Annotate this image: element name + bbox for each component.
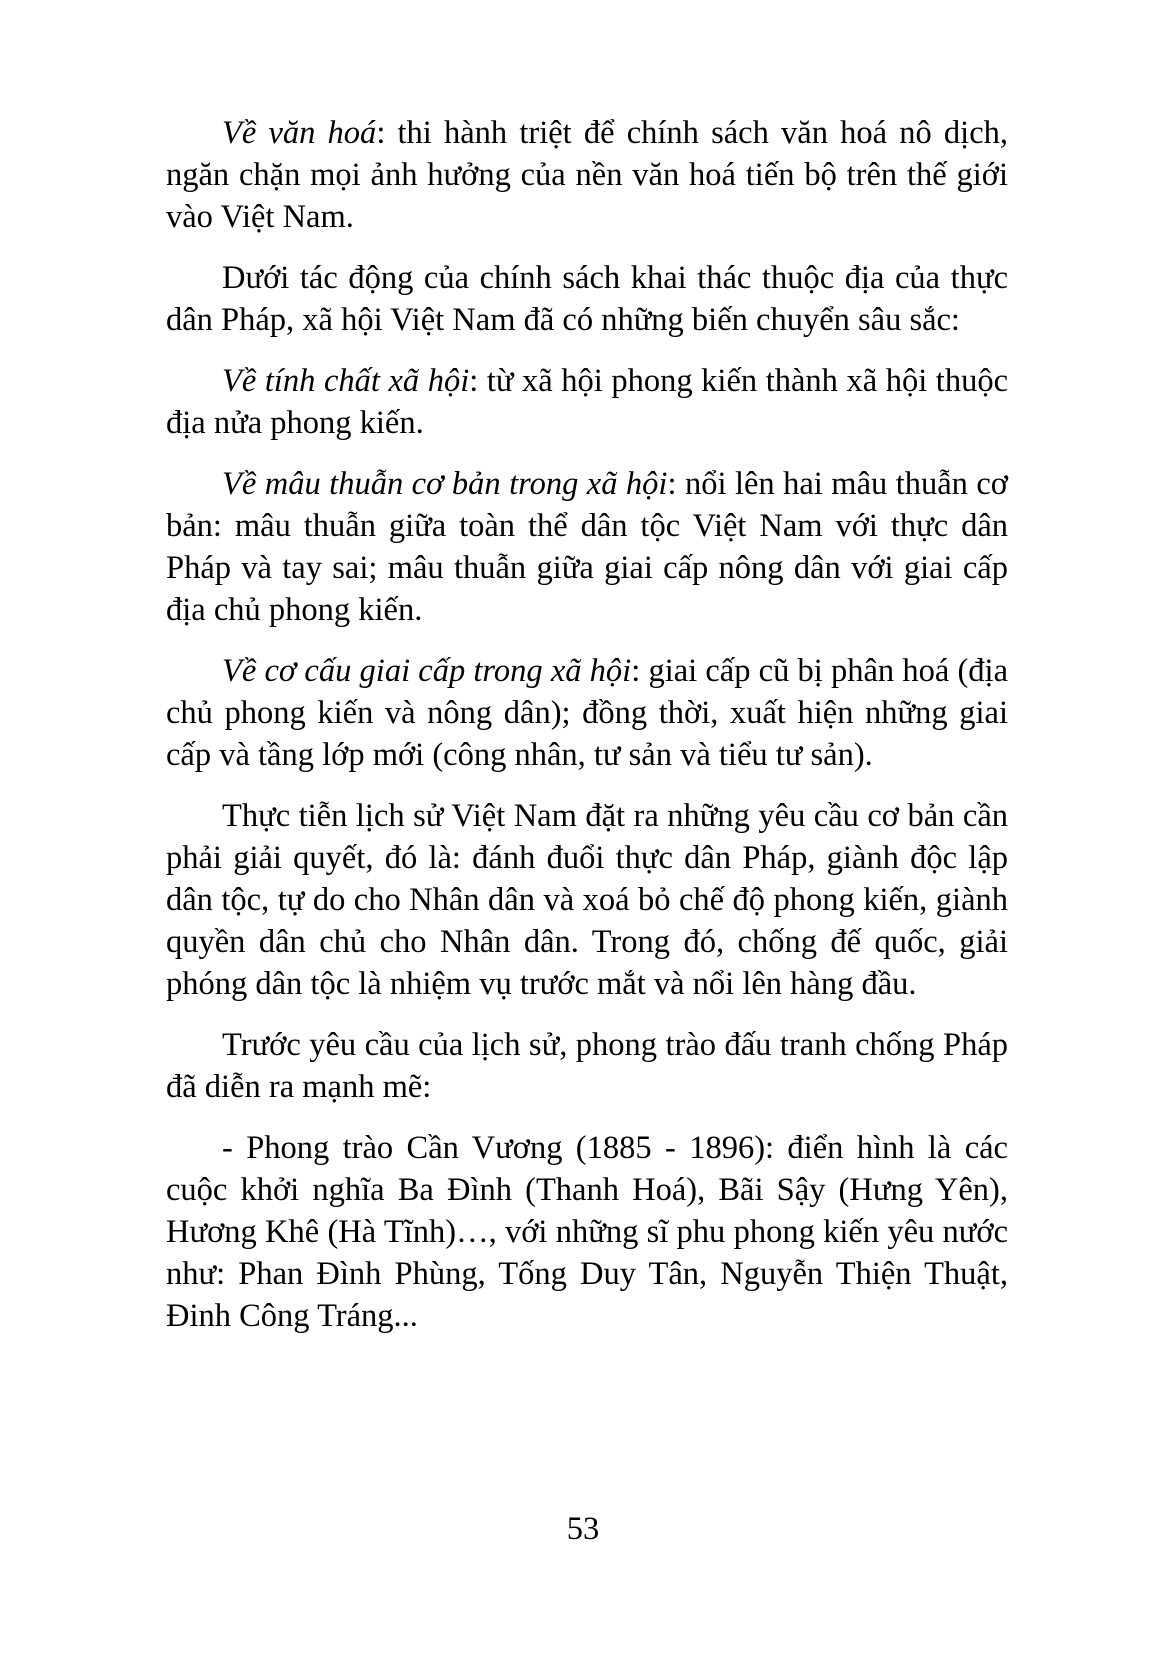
paragraph-resistance-movement — [166, 1024, 1008, 1108]
page-number: 53 — [566, 1511, 600, 1547]
paragraph-lead: Về mâu thuẫn cơ bản trong xã hội — [222, 466, 668, 502]
paragraph-text: : nổi lên hai mâu thuẫn cơ bản: mâu thuẫn giữa toàn thể dân tộc Việt Nam với thực dân Pháp và tay sai; mâu thuẫn giữa giai cấp nông dân với giai cấp địa chủ phong kiến. — [166, 466, 1008, 628]
paragraph-text: : giai cấp cũ bị phân hoá (địa chủ phong kiến và nông dân); đồng thời, xuất hiện những giai cấp và tầng lớp mới (công nhân, tư sản và tiểu tư sản). — [166, 653, 1008, 773]
paragraph-social-nature — [166, 360, 1008, 444]
paragraph-historical-requirements — [166, 795, 1008, 1005]
paragraph-text: - Phong trào Cần Vương (1885 - 1896): điển hình là các cuộc khởi nghĩa Ba Đình (Thanh Hoá), Bãi Sậy (Hưng Yên), Hương Khê (Hà Tĩnh)…, với những sĩ phu phong kiến yêu nước như: Phan Đình Phùng, Tống Duy Tân, Nguyễn Thiện Thuật, Đinh Công Tráng... — [166, 1130, 1008, 1334]
paragraph-can-vuong — [166, 1127, 1008, 1337]
paragraph-lead: Về tính chất xã hội — [222, 363, 470, 399]
paragraph-text: Trước yêu cầu của lịch sử, phong trào đấu tranh chống Pháp đã diễn ra mạnh mẽ: — [166, 1027, 1008, 1105]
paragraph-lead: Về văn hoá — [222, 115, 377, 151]
paragraph-text: : từ xã hội phong kiến thành xã hội thuộc địa nửa phong kiến. — [166, 363, 1008, 441]
paragraph-contradictions — [166, 463, 1008, 631]
paragraph-class-structure — [166, 650, 1008, 776]
paragraph-text: Thực tiễn lịch sử Việt Nam đặt ra những yêu cầu cơ bản cần phải giải quyết, đó là: đánh đuổi thực dân Pháp, giành độc lập dân tộc, tự do cho Nhân dân và xoá bỏ chế độ phong kiến, giành quyền dân chủ cho Nhân dân. Trong đó, chống đế quốc, giải phóng dân tộc là nhiệm vụ trước mắt và nổi lên hàng đầu. — [166, 798, 1008, 1002]
paragraph-culture — [166, 112, 1008, 238]
paragraph-lead: Về cơ cấu giai cấp trong xã hội — [222, 653, 632, 689]
paragraph-text: Dưới tác động của chính sách khai thác thuộc địa của thực dân Pháp, xã hội Việt Nam đã có những biến chuyển sâu sắc: — [166, 260, 1008, 338]
page-body — [166, 112, 1008, 1356]
paragraph-social-change — [166, 257, 1008, 341]
paragraph-text: : thi hành triệt để chính sách văn hoá nô dịch, ngăn chặn mọi ảnh hưởng của nền văn hoá tiến bộ trên thế giới vào Việt Nam. — [166, 115, 1008, 235]
